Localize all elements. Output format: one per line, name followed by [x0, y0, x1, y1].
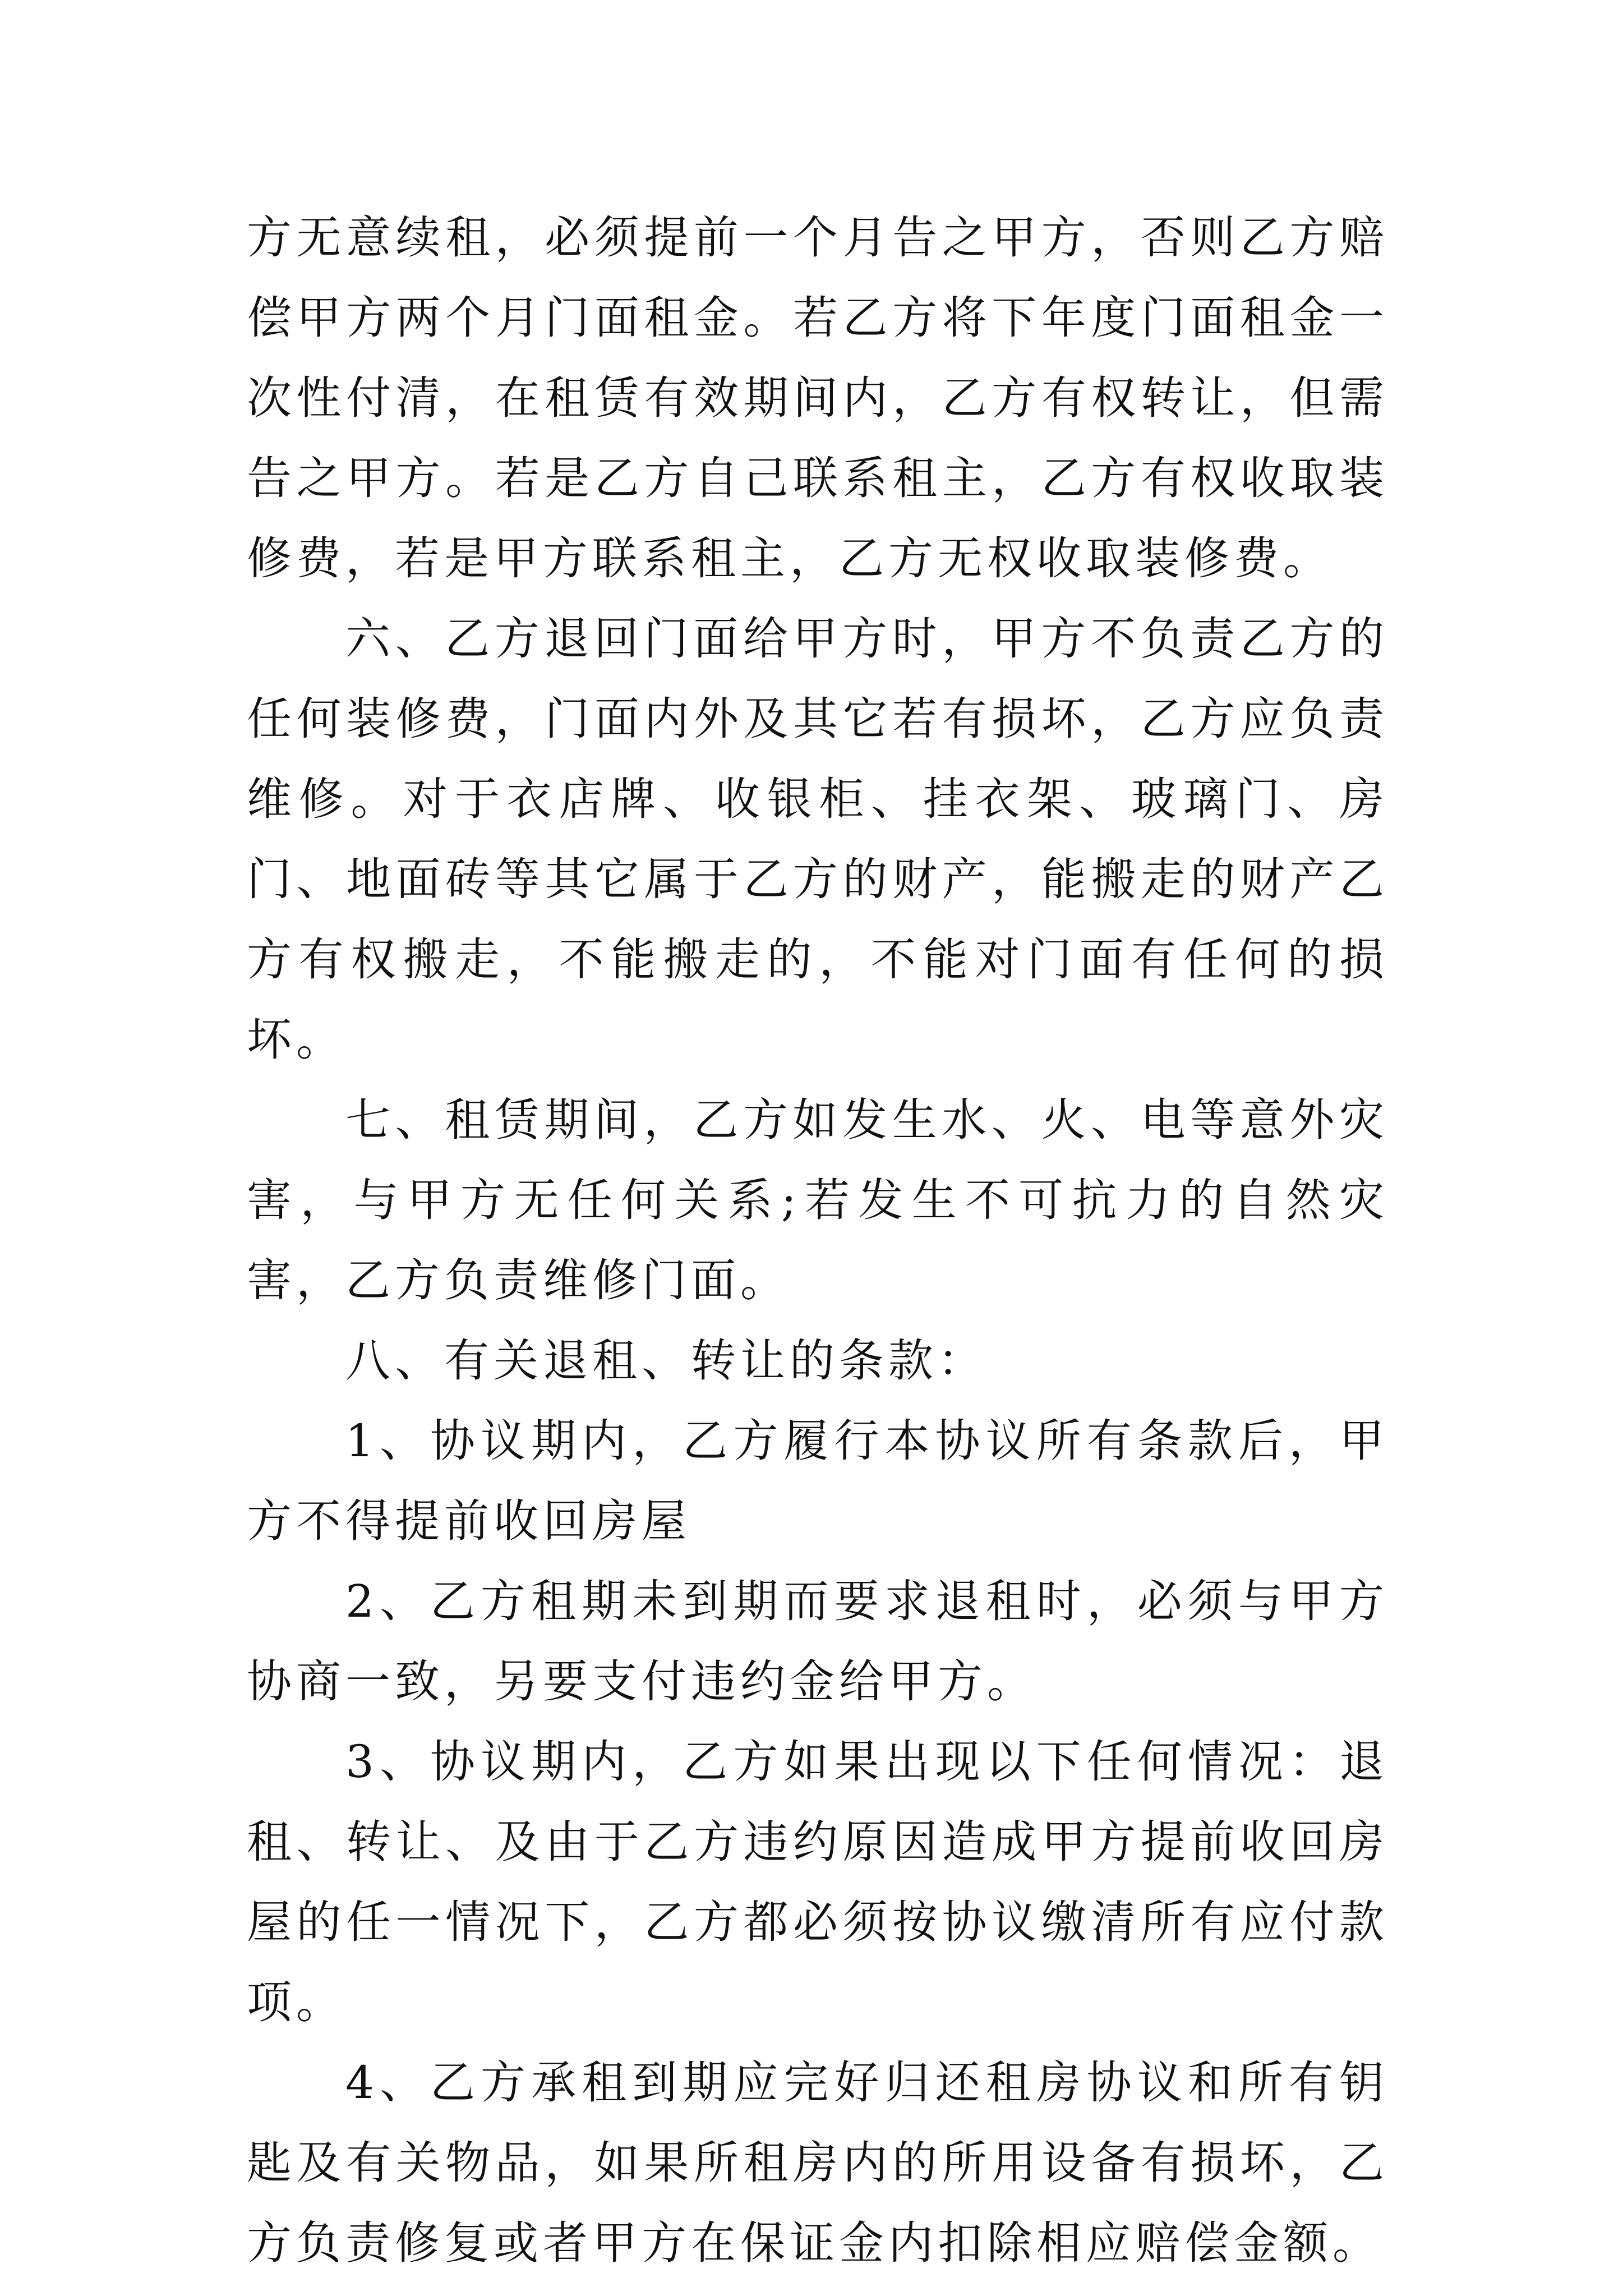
paragraph-clause-8-item-1: 1、协议期内，乙方履行本协议所有条款后，甲方不得提前收回房屋	[247, 1415, 1389, 1547]
paragraph-continuation: 方无意续租，必须提前一个月告之甲方，否则乙方赔偿甲方两个月门面租金。若乙方将下年度门面租金一次性付清，在租赁有效期间内，乙方有权转让，但需告之甲方。若是乙方自己联系租主，乙方有权收取装修费，若是甲方联系租主，乙方无权收取装修费。	[247, 211, 1389, 585]
paragraph-clause-8-item-3: 3、协议期内，乙方如果出现以下任何情况：退租、转让、及由于乙方违约原因造成甲方提前收回房屋的任一情况下，乙方都必须按协议缴清所有应付款项。	[247, 1736, 1389, 2028]
paragraph-clause-8-item-4: 4、乙方承租到期应完好归还租房协议和所有钥匙及有关物品，如果所租房内的所用设备有损坏，乙方负责修复或者甲方在保证金内扣除相应赔偿金额。	[247, 2056, 1389, 2269]
paragraph-clause-6: 六、乙方退回门面给甲方时，甲方不负责乙方的任何装修费，门面内外及其它若有损坏，乙方应负责维修。对于衣店牌、收银柜、挂衣架、玻璃门、房门、地面砖等其它属于乙方的财产，能搬走的财产乙方有权搬走，不能搬走的，不能对门面有任何的损坏。	[247, 613, 1389, 1066]
paragraph-clause-7: 七、租赁期间，乙方如发生水、火、电等意外灾害，与甲方无任何关系;若发生不可抗力的自然灾害，乙方负责维修门面。	[247, 1094, 1389, 1306]
paragraph-clause-8-heading: 八、有关退租、转让的条款：	[345, 1335, 987, 1387]
paragraph-clause-8-item-2: 2、乙方租期未到期而要求退租时，必须与甲方协商一致，另要支付违约金给甲方。	[247, 1575, 1389, 1708]
document-body	[247, 197, 1389, 2283]
